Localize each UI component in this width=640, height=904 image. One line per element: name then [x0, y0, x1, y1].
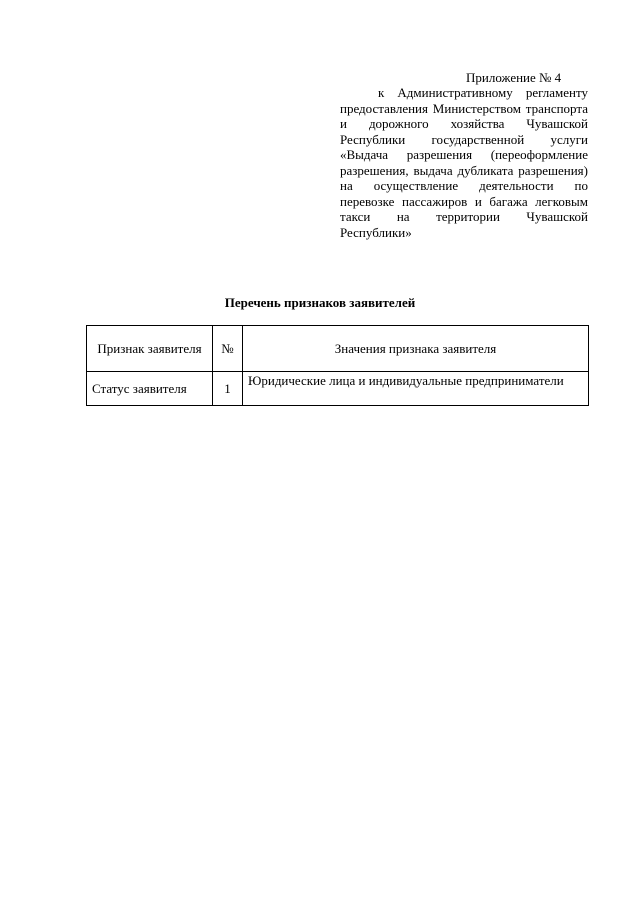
table-row — [87, 372, 589, 406]
cell-number: 1 — [213, 372, 243, 406]
appendix-description: к Административному регламенту предоставления Министерством транспорта и дорожного хозяйства Чувашской Республики государственной услуги «Выдача разрешения (переоформление разрешения, выдача дубликата разрешения) на осуществление деятельности по перевозке пассажиров и багажа легковым такси на территории Чувашской Республики» — [340, 85, 588, 240]
table-header-row — [87, 326, 589, 372]
cell-attribute: Статус заявителя — [87, 372, 213, 406]
appendix-title: Приложение № 4 — [466, 70, 562, 85]
cell-value: Юридические лица и индивидуальные предприниматели — [243, 372, 589, 406]
document-heading: Перечень признаков заявителей — [224, 295, 416, 310]
header-number: № — [213, 326, 243, 372]
header-attribute: Признак заявителя — [87, 326, 213, 372]
header-values: Значения признака заявителя — [243, 326, 589, 372]
applicant-attributes-table — [86, 325, 589, 406]
